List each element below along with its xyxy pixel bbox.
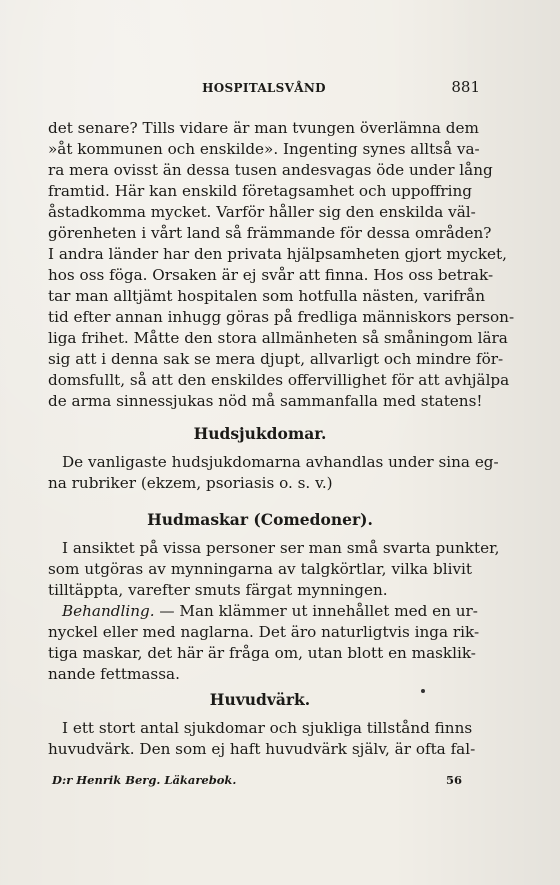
text-line	[48, 601, 478, 622]
text-line: framtid. Här kan enskild företagsamhet och uppoffring	[48, 182, 472, 200]
text-line: na rubriker (ekzem, psoriasis o. s. v.)	[48, 474, 333, 492]
footer-book-title: D:r Henrik Berg. Läkarebok.	[52, 773, 237, 787]
section-heading-hudsjukdomar: Hudsjukdomar.	[193, 424, 327, 443]
ink-speck	[421, 689, 425, 693]
paragraph-hospital-care	[48, 118, 515, 412]
page-footer	[52, 773, 462, 793]
text-line: som utgöras av mynningarna av talgkörtlar, vilka blivit	[48, 560, 472, 578]
text-line: I ett stort antal sjukdomar och sjukliga tillstånd finns	[62, 719, 473, 737]
section-heading-hudmaskar: Hudmaskar (Comedoner).	[147, 510, 373, 529]
paragraph-treatment	[48, 601, 480, 685]
text-line: nande fettmassa.	[48, 665, 180, 683]
text-line: ra mera ovisst än dessa tusen andesvagas öde under lång	[48, 161, 493, 179]
paragraph-headache	[48, 718, 476, 760]
text-line: liga frihet. Måtte den stora allmänheten så småningom lära	[48, 329, 508, 347]
running-title: HOSPITALSVÅND	[202, 81, 326, 95]
text-line: »åt kommunen och enskilde». Ingenting synes alltså va-	[48, 140, 480, 158]
text-line: det senare? Tills vidare är man tvungen överlämna dem	[48, 119, 479, 137]
text-line: De vanligaste hudsjukdomarna avhandlas under sina eg-	[62, 453, 499, 471]
text-line: I ansiktet på vissa personer ser man små svarta punkter,	[62, 539, 500, 557]
text-line: domsfullt, så att den enskildes offervillighet för att avhjälpa	[48, 371, 510, 389]
text-line: tar man alltjämt hospitalen som hotfulla nästen, varifrån	[48, 287, 486, 305]
section-heading-huvudvark: Huvudvärk.	[209, 690, 311, 709]
treatment-first-line: — Man klämmer ut innehållet med en ur-	[154, 602, 478, 620]
text-line: tilltäppta, varefter smuts färgat mynningen.	[48, 581, 388, 599]
text-line: tiga maskar, det här är fråga om, utan blott en masklik-	[48, 644, 476, 662]
text-line: I andra länder har den privata hjälpsamheten gjort mycket,	[48, 245, 507, 263]
text-line: hos oss föga. Orsaken är ej svår att finna. Hos oss betrak-	[48, 266, 494, 284]
text-line: nyckel eller med naglarna. Det äro naturligtvis inga rik-	[48, 623, 480, 641]
footer-signature-number: 56	[445, 773, 462, 787]
text-line: de arma sinnessjukas nöd må sammanfalla med statens!	[48, 392, 483, 410]
text-line: görenheten i vårt land så främmande för dessa områden?	[48, 224, 492, 242]
text-line: tid efter annan inhugg göras på fredliga människors person-	[48, 308, 515, 326]
paragraph-skin-diseases	[48, 452, 499, 494]
text-line: huvudvärk. Den som ej haft huvudvärk själv, är ofta fal-	[48, 740, 476, 758]
page-number: 881	[451, 78, 480, 96]
text-line: åstadkomma mycket. Varför håller sig den enskilda väl-	[48, 203, 476, 221]
running-head	[48, 78, 480, 100]
paragraph-comedones	[48, 538, 500, 601]
treatment-label: Behandling.	[62, 602, 155, 620]
text-line: sig att i denna sak se mera djupt, allvarligt och mindre för-	[48, 350, 504, 368]
